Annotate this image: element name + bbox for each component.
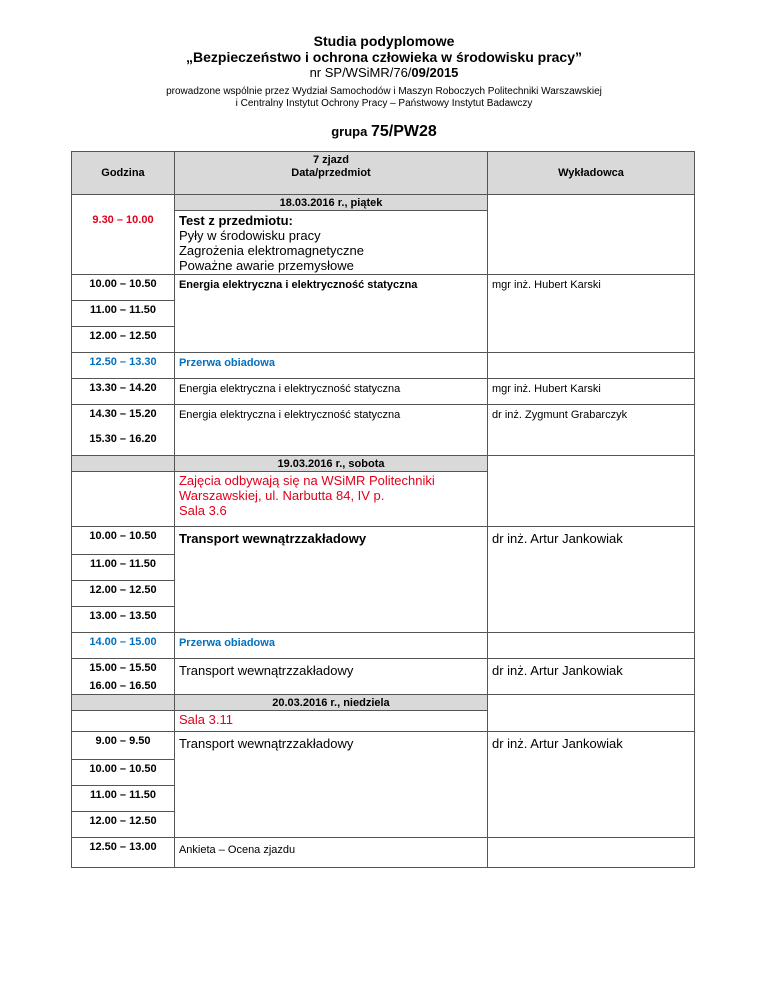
time-cell: 15.30 – 16.20 [72,430,175,456]
day-row [72,694,695,710]
day-date: 20.03.2016 r., niedziela [174,694,487,710]
subject-cell: Energia elektryczna i elektryczność statyczna [174,378,487,404]
day-date: 18.03.2016 r., piątek [174,195,487,211]
program-prefix: nr SP/WSiMR/76/ [309,65,412,80]
table-row [72,274,695,300]
program-number [0,65,768,80]
lecturer-cell: mgr inż. Hubert Karski [488,274,695,300]
table-row [72,731,695,759]
table-row [72,471,695,526]
test-item: Zagrożenia elektromagnetyczne [178,243,364,258]
table-row [72,759,695,785]
table-row [72,326,695,352]
time-cell: 10.00 – 10.50 [72,526,175,554]
time-cell: 11.00 – 11.50 [72,300,175,326]
lecturer-cell: dr inż. Artur Jankowiak [488,526,695,554]
subject-cell: Energia elektryczna i elektryczność statyczna [174,274,487,300]
table-header-row [72,152,695,195]
header-subject [174,152,487,195]
subject-cell: Transport wewnątrzzakładowy [174,526,487,554]
table-row [72,580,695,606]
time-cell: 13.30 – 14.20 [72,378,175,404]
table-row [72,430,695,456]
location-note: Sala 3.11 [174,710,487,731]
lecturer-cell: dr inż. Artur Jankowiak [488,658,695,680]
header-subject-label: Data/przedmiot [291,166,371,179]
organizers-line-2: i Centralny Instytut Ochrony Pracy – Państwowy Instytut Badawczy [235,98,533,109]
organizers-line-1: prowadzone wspólnie przez Wydział Samochodów i Maszyn Roboczych Politechniki Warszawskiej [166,86,602,97]
lecturer-cell: dr inż. Zygmunt Grabarczyk [488,404,695,430]
day-row [72,195,695,211]
table-row [72,300,695,326]
table-row [72,378,695,404]
title-line-2: „Bezpieczeństwo i ochrona człowieka w środowisku pracy” [186,49,582,65]
table-row [72,837,695,867]
time-cell: 11.00 – 11.50 [72,554,175,580]
subject-cell: Przerwa obiadowa [174,352,487,378]
location-note-line: Zajęcia odbywają się na WSiMR Politechniki [178,472,435,488]
time-cell: 9.00 – 9.50 [72,731,175,759]
program-code: 09/2015 [411,65,459,80]
time-cell: 12.50 – 13.00 [72,837,175,867]
group-prefix: grupa [331,124,368,139]
table-row [72,404,695,430]
day-date: 19.03.2016 r., sobota [174,455,487,471]
table-row [72,211,695,275]
title-line-1: Studia podyplomowe [313,33,455,49]
time-cell: 10.00 – 10.50 [72,274,175,300]
location-note-line: Sala 3.6 [178,502,227,518]
time-cell: 14.30 – 15.20 [72,404,175,430]
time-cell: 10.00 – 10.50 [72,759,175,785]
time-cell: 12.50 – 13.30 [72,352,175,378]
organizers [0,86,768,110]
table-row [72,632,695,658]
lecturer-cell: mgr inż. Hubert Karski [488,378,695,404]
subject-cell: Ankieta – Ocena zjazdu [174,837,487,867]
table-row [72,526,695,554]
schedule-table [71,151,695,868]
table-row [72,658,695,680]
time-cell: 12.00 – 12.50 [72,580,175,606]
time-cell: 14.00 – 15.00 [72,632,175,658]
subject-cell [174,211,487,275]
table-row [72,554,695,580]
location-note-line: Warszawskiej, ul. Narbutta 84, IV p. [178,487,385,503]
subject-cell: Transport wewnątrzzakładowy [174,658,487,680]
table-row [72,710,695,731]
table-row [72,680,695,695]
header-time: Godzina [72,152,175,195]
header-lecturer: Wykładowca [488,152,695,195]
subject-cell: Energia elektryczna i elektryczność statyczna [174,404,487,430]
subject-cell: Transport wewnątrzzakładowy [174,731,487,759]
time-cell: 9.30 – 10.00 [72,211,175,275]
test-item: Poważne awarie przemysłowe [178,258,354,273]
time-cell: 16.00 – 16.50 [72,680,175,695]
lecturer-cell: dr inż. Artur Jankowiak [488,731,695,759]
time-cell: 13.00 – 13.50 [72,606,175,632]
time-cell: 12.00 – 12.50 [72,811,175,837]
time-cell: 12.00 – 12.50 [72,326,175,352]
table-row [72,606,695,632]
time-cell: 11.00 – 11.50 [72,785,175,811]
location-note [174,471,487,526]
table-row [72,352,695,378]
table-row [72,785,695,811]
header-session: 7 zjazd [312,153,350,166]
table-row [72,811,695,837]
test-title: Test z przedmiotu: [178,213,293,228]
subject-cell: Przerwa obiadowa [174,632,487,658]
group-code: 75/PW28 [370,123,437,140]
day-row [72,455,695,471]
time-cell: 15.00 – 15.50 [72,658,175,680]
group-heading [0,123,768,141]
test-item: Pyły w środowisku pracy [178,228,321,243]
